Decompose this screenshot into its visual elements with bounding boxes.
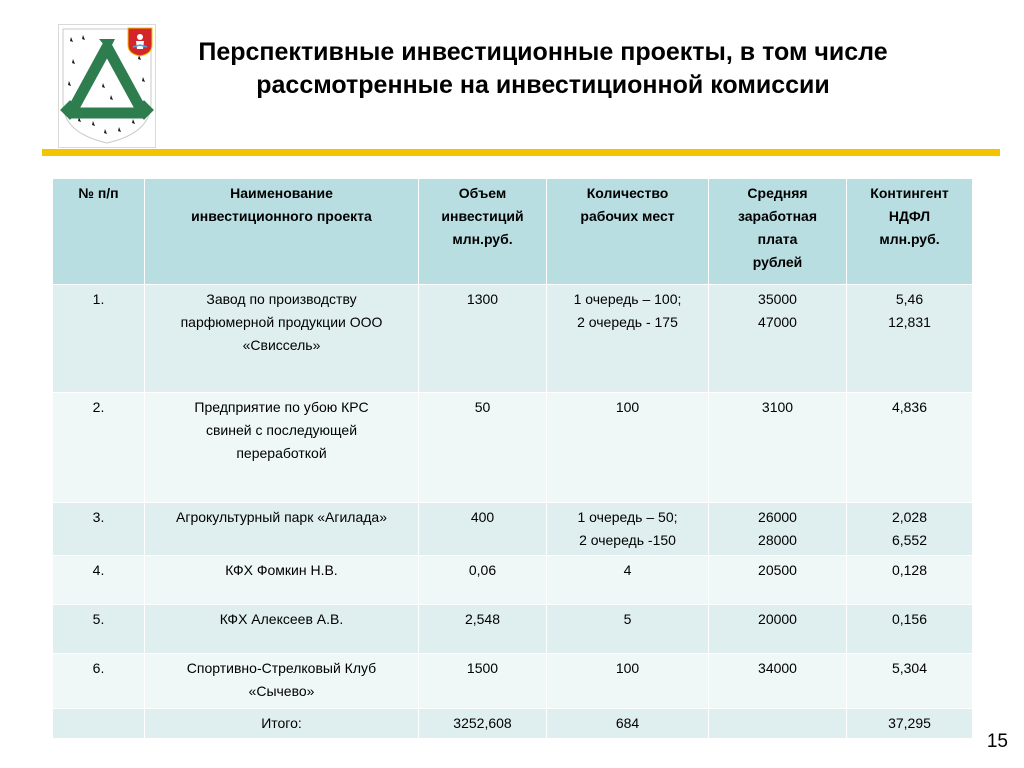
cell-line: 2 очередь -150 (579, 532, 676, 548)
cell-line: переработкой (236, 445, 327, 461)
cell-total-salary (709, 709, 847, 739)
cell-line: 1 очередь – 100; (573, 291, 682, 307)
header-jobs (547, 179, 709, 285)
cell-salary (709, 605, 847, 654)
cell-project-name (145, 503, 419, 556)
cell-number: 4. (53, 556, 145, 605)
cell-line: 20500 (758, 562, 797, 578)
header-line: Объем (458, 185, 507, 201)
cell-line: 6,552 (891, 532, 928, 548)
header-number (53, 179, 145, 285)
cell-line: 4 (623, 562, 632, 578)
cell-line: 100 (615, 660, 640, 676)
header-line: инвестиций (441, 208, 524, 224)
cell-jobs (547, 605, 709, 654)
page-number: 15 (986, 731, 1008, 752)
cell-line: 34000 (758, 660, 797, 676)
header-line: рабочих мест (580, 208, 675, 224)
cell-line: 5,304 (891, 660, 928, 676)
cell-investment: 1300 (419, 285, 547, 393)
cell-investment: 400 (419, 503, 547, 556)
cell-line: 3100 (761, 399, 794, 415)
header-ndfl (847, 179, 973, 285)
table-row (53, 503, 973, 556)
cell-project-name (145, 654, 419, 709)
moscow-oblast-badge-icon (127, 27, 153, 57)
cell-salary (709, 556, 847, 605)
cell-line: парфюмерной продукции ООО (180, 314, 383, 330)
cell-line: 2,028 (891, 509, 928, 525)
cell-investment: 2,548 (419, 605, 547, 654)
cell-line: 0,156 (891, 611, 928, 627)
header-line: млн.руб. (879, 231, 940, 247)
header-line: НДФЛ (888, 208, 931, 224)
cell-line: Завод по производству (206, 291, 357, 307)
cell-project-name (145, 285, 419, 393)
cell-total-jobs: 684 (547, 709, 709, 739)
cell-line: свиней с последующей (205, 422, 358, 438)
title-line-1: Перспективные инвестиционные проекты, в том числе (198, 38, 888, 66)
header-line: млн.руб. (452, 231, 513, 247)
cell-line: Предприятие по убою КРС (194, 399, 369, 415)
cell-line: 100 (615, 399, 640, 415)
cell-line: 2 очередь - 175 (577, 314, 678, 330)
cell-number (53, 709, 145, 739)
cell-jobs (547, 556, 709, 605)
cell-line: «Свиссель» (242, 337, 321, 353)
table-row (53, 285, 973, 393)
cell-line: 12,831 (888, 314, 931, 330)
cell-salary (709, 285, 847, 393)
header-investment (419, 179, 547, 285)
cell-investment: 50 (419, 393, 547, 503)
table-row (53, 393, 973, 503)
header-line: плата (757, 231, 798, 247)
table-row (53, 654, 973, 709)
page-title (158, 36, 928, 102)
cell-number: 2. (53, 393, 145, 503)
cell-investment: 0,06 (419, 556, 547, 605)
cell-ndfl (847, 393, 973, 503)
cell-ndfl (847, 556, 973, 605)
accent-divider (42, 149, 1000, 156)
cell-line: 5 (623, 611, 632, 627)
cell-line: 5,46 (895, 291, 924, 307)
cell-line: Спортивно-Стрелковый Клуб (186, 660, 377, 676)
cell-project-name (145, 393, 419, 503)
cell-number: 1. (53, 285, 145, 393)
cell-number: 5. (53, 605, 145, 654)
cell-salary (709, 654, 847, 709)
header-line: заработная (737, 208, 818, 224)
header-line: № п/п (78, 185, 119, 201)
table-row (53, 605, 973, 654)
cell-jobs (547, 393, 709, 503)
header-salary (709, 179, 847, 285)
header-project-name (145, 179, 419, 285)
cell-jobs (547, 503, 709, 556)
header-line: рублей (752, 254, 803, 270)
cell-salary (709, 503, 847, 556)
coat-of-arms-icon (58, 24, 156, 148)
cell-line: Агрокультурный парк «Агилада» (176, 509, 387, 525)
cell-jobs (547, 654, 709, 709)
header-line: Количество (586, 185, 669, 201)
cell-ndfl (847, 605, 973, 654)
cell-total-ndfl: 37,295 (847, 709, 973, 739)
cell-total-investment: 3252,608 (419, 709, 547, 739)
cell-ndfl (847, 285, 973, 393)
cell-number: 3. (53, 503, 145, 556)
cell-line: КФХ Алексеев А.В. (219, 611, 344, 627)
cell-line: 1 очередь – 50; (577, 509, 678, 525)
cell-ndfl (847, 654, 973, 709)
table-header-row (53, 179, 973, 285)
cell-line: 0,128 (891, 562, 928, 578)
cell-line: 4,836 (891, 399, 928, 415)
table-total-row (53, 709, 973, 739)
cell-line: 47000 (758, 314, 797, 330)
header-line: Наименование (230, 185, 333, 201)
cell-total-label: Итого: (145, 709, 419, 739)
cell-line: 28000 (758, 532, 797, 548)
header-line: инвестиционного проекта (191, 208, 372, 224)
cell-ndfl (847, 503, 973, 556)
cell-jobs (547, 285, 709, 393)
cell-salary (709, 393, 847, 503)
cell-line: 35000 (758, 291, 797, 307)
header-line: Средняя (747, 185, 808, 201)
title-line-2: рассмотренные на инвестиционной комиссии (256, 71, 830, 99)
investment-projects-table (52, 178, 973, 739)
cell-project-name (145, 556, 419, 605)
header-line: Контингент (870, 185, 949, 201)
cell-number: 6. (53, 654, 145, 709)
cell-line: 26000 (758, 509, 797, 525)
cell-investment: 1500 (419, 654, 547, 709)
cell-line: КФХ Фомкин Н.В. (225, 562, 338, 578)
cell-project-name (145, 605, 419, 654)
cell-line: «Сычево» (248, 683, 315, 699)
cell-line: 20000 (758, 611, 797, 627)
table-row (53, 556, 973, 605)
